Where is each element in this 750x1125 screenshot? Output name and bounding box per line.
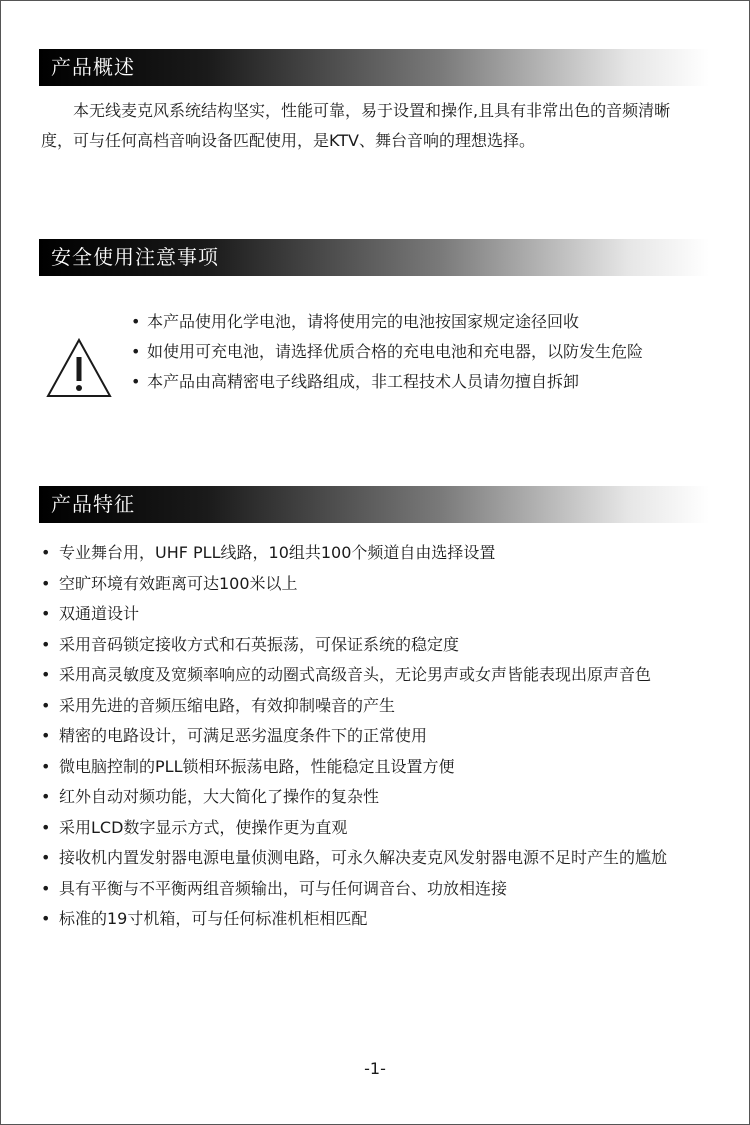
safety-list	[131, 307, 701, 397]
warning-triangle-icon	[45, 337, 113, 399]
section-header-safety	[39, 239, 709, 276]
list-item: • 采用高灵敏度及宽频率响应的动圈式高级音头，无论男声或女声皆能表现出原声音色	[41, 660, 691, 691]
list-item: • 具有平衡与不平衡两组音频输出，可与任何调音台、功放相连接	[41, 874, 691, 905]
list-item: • 空旷环境有效距离可达100米以上	[41, 569, 691, 600]
section-header-features	[39, 486, 709, 523]
section-title-safety: 安全使用注意事项	[51, 245, 219, 269]
list-item: • 接收机内置发射器电源电量侦测电路，可永久解决麦克风发射器电源不足时产生的尴尬	[41, 843, 691, 874]
section-title-overview: 产品概述	[51, 55, 135, 79]
list-item: • 采用音码锁定接收方式和石英振荡，可保证系统的稳定度	[41, 630, 691, 661]
list-item: • 采用先进的音频压缩电路，有效抑制噪音的产生	[41, 691, 691, 722]
section-title-features: 产品特征	[51, 492, 135, 516]
overview-paragraph: 本无线麦克风系统结构坚实，性能可靠，易于设置和操作,且具有非常出色的音频清晰度，可与任何高档音响设备匹配使用，是KTV、舞台音响的理想选择。	[41, 101, 671, 150]
section-header-overview	[39, 49, 709, 86]
list-item: • 如使用可充电池，请选择优质合格的充电电池和充电器，以防发生危险	[131, 337, 701, 367]
list-item: • 采用LCD数字显示方式，使操作更为直观	[41, 813, 691, 844]
list-item: • 专业舞台用，UHF PLL线路，10组共100个频道自由选择设置	[41, 538, 691, 569]
feature-list	[41, 538, 691, 935]
list-item: • 本产品由高精密电子线路组成，非工程技术人员请勿擅自拆卸	[131, 367, 701, 397]
list-item: • 红外自动对频功能，大大简化了操作的复杂性	[41, 782, 691, 813]
list-item: • 标准的19寸机箱，可与任何标准机柜相匹配	[41, 904, 691, 935]
list-item: • 微电脑控制的PLL锁相环振荡电路，性能稳定且设置方便	[41, 752, 691, 783]
list-item: • 双通道设计	[41, 599, 691, 630]
list-item: • 本产品使用化学电池，请将使用完的电池按国家规定途径回收	[131, 307, 701, 337]
page-number: -1-	[364, 1059, 386, 1078]
list-item: • 精密的电路设计，可满足恶劣温度条件下的正常使用	[41, 721, 691, 752]
